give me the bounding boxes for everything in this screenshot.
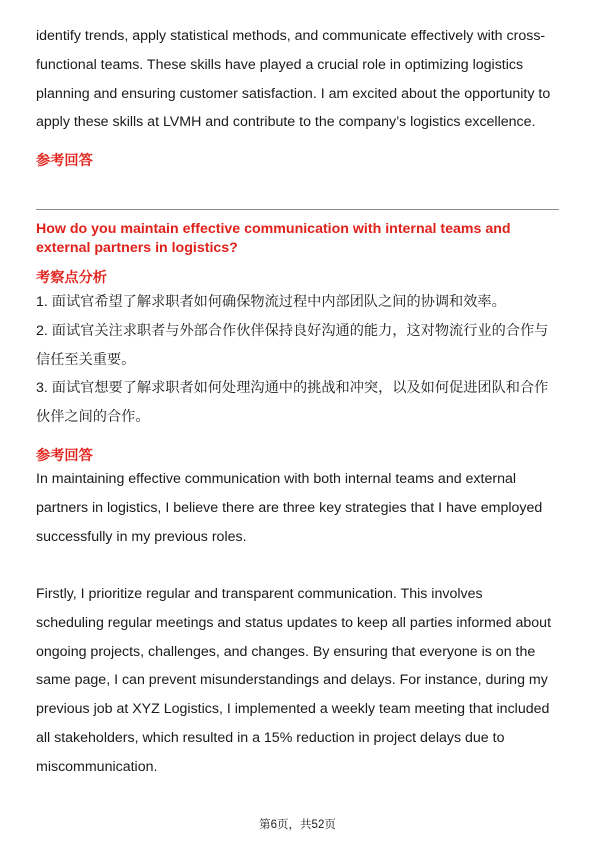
reference-answer-label: 参考回答 [36,448,93,464]
question-heading [36,220,511,258]
paragraph-line: miscommunication. [36,758,158,775]
analysis-point: 信任至关重要。 [36,351,136,368]
paragraph-line: functional teams. These skills have played a crucial role in optimizing logistics [36,56,524,73]
paragraph-line: previous job at XYZ Logistics, I implemented a weekly team meeting that included [36,701,550,718]
section-divider [36,209,559,210]
paragraph-line: scheduling regular meetings and status updates to keep all parties informed about [36,614,552,631]
question-line: How do you maintain effective communication with internal teams and [36,221,511,237]
question-line: external partners in logistics? [36,240,238,256]
paragraph-line: same page, I can prevent misunderstandings and delays. For instance, during my [36,672,548,689]
paragraph-line: planning and ensuring customer satisfaction. I am excited about the opportunity to [36,85,551,102]
paragraph-line: ongoing projects, challenges, and changes. By ensuring that everyone is on the [36,643,536,660]
answer-paragraph [36,465,542,551]
analysis-point: 2. 面试官关注求职者与外部合作伙伴保持良好沟通的能力，这对物流行业的合作与 [36,322,549,339]
analysis-point: 3. 面试官想要了解求职者如何处理沟通中的挑战和冲突，以及如何促进团队和合作 [36,380,549,397]
page-number-footer: 第6页，共52页 [259,819,336,831]
analysis-point: 1. 面试官希望了解求职者如何确保物流过程中内部团队之间的协调和效率。 [36,294,506,310]
intro-paragraph [36,22,550,137]
analysis-points [36,288,548,432]
paragraph-line: successfully in my previous roles. [36,528,247,545]
paragraph-line: In maintaining effective communication with both internal teams and external [36,471,517,487]
reference-answer-label: 参考回答 [36,153,93,169]
answer-paragraph [36,580,551,782]
paragraph-line: apply these skills at LVMH and contribute to the company’s logistics excellence. [36,114,536,131]
paragraph-line: partners in logistics, I believe there are three key strategies that I have employed [36,499,543,516]
paragraph-line: all stakeholders, which resulted in a 15% reduction in project delays due to [36,729,505,746]
paragraph-line: identify trends, apply statistical methods, and communicate effectively with cross- [36,28,546,44]
document-page [36,0,559,842]
paragraph-line: Firstly, I prioritize regular and transparent communication. This involves [36,586,483,602]
analysis-label: 考察点分析 [36,270,107,286]
analysis-point: 伙伴之间的合作。 [36,409,150,426]
